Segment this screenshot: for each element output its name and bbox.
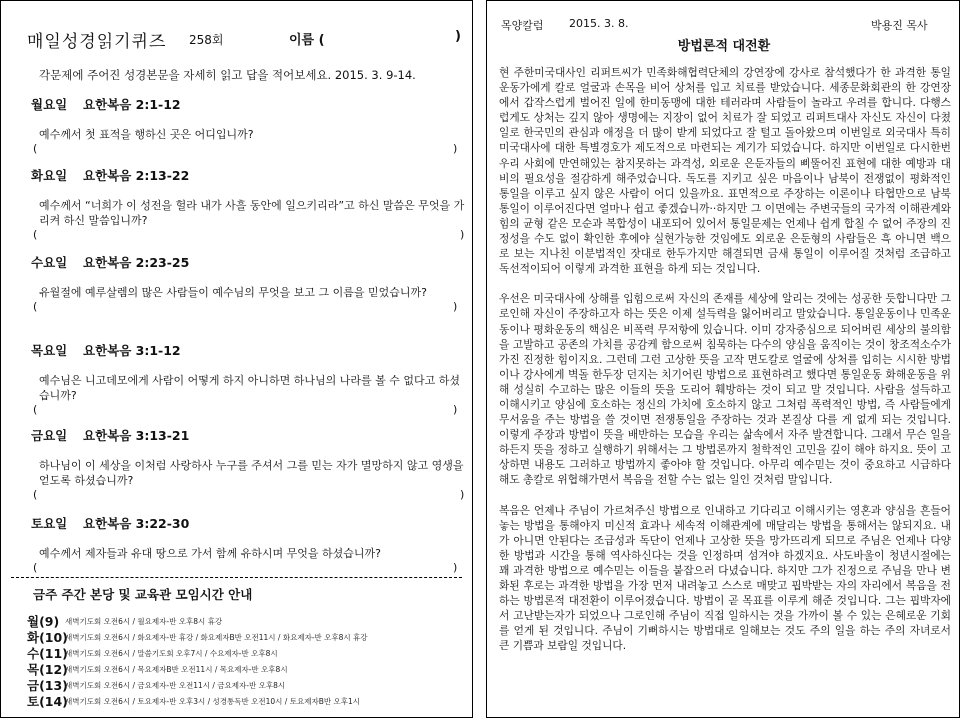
schedule-items: 새벽기도회 오전6시 / 월요제자-반 오후8시 휴강 bbox=[65, 616, 223, 626]
day-block-fri bbox=[31, 426, 471, 502]
day-passage: 요한복음 2:1-12 bbox=[83, 97, 181, 112]
day-question: 예수께서 첫 표적을 행하신 곳은 어디입니까? bbox=[39, 128, 254, 141]
name-label: 이름 ( bbox=[289, 33, 325, 48]
answer-blank[interactable] bbox=[33, 488, 463, 502]
schedule-day: 화(10) bbox=[27, 630, 68, 645]
quiz-title: 매일성경읽기퀴즈 bbox=[27, 32, 167, 52]
schedule-title: 금주 주간 본당 및 교육관 모임시간 안내 bbox=[33, 587, 253, 602]
day-block-tue bbox=[31, 166, 471, 242]
schedule-row bbox=[27, 661, 467, 677]
day-block-mon bbox=[31, 95, 471, 156]
day-heading bbox=[31, 253, 471, 271]
day-heading bbox=[31, 166, 471, 184]
day-passage: 요한복음 3:13-21 bbox=[83, 428, 190, 443]
schedule-day: 목(12) bbox=[27, 662, 68, 677]
answer-close-paren: ) bbox=[453, 300, 458, 313]
schedule-day: 월(9) bbox=[27, 614, 60, 629]
day-name: 금요일 bbox=[31, 428, 68, 443]
answer-open-paren: ( bbox=[33, 300, 38, 313]
day-passage: 요한복음 2:23-25 bbox=[83, 255, 190, 270]
day-question: 유월절에 예루살렘의 많은 사람들이 예수님의 무엇을 보고 그 이름을 믿었습니까? bbox=[39, 286, 427, 299]
column-author: 박용진 목사 bbox=[871, 19, 928, 32]
answer-close-paren: ) bbox=[453, 561, 458, 574]
answer-open-paren: ( bbox=[33, 488, 38, 501]
schedule-row bbox=[27, 677, 467, 693]
section-divider bbox=[11, 577, 462, 578]
schedule-day: 토(14) bbox=[27, 694, 68, 709]
quiz-page bbox=[0, 0, 473, 718]
column-paragraph: 우선은 미국대사에 상해를 입힘으로써 자신의 존재를 세상에 알리는 것에는 성공한 듯합니다만 그로인해 자신이 주장하고자 하는 뜻은 이제 설득력을 잃어버리고 말았습니다. 통일운동이나 민족운동이나 평화운동의 핵심은 비폭력 무저항에 있습니다. 이미 강자중심으로 되어버린 세상의 불의함을 고발하고 공존의 가치를 공감케 함으로써 침묵하는 다수의 양심을 움직이는 것이 창조적소수가 가진 진정한 힘이지요. 그런데 그런 고상한 뜻을 고작 면도칼로 얼굴에 상처를 입히는 시시한 방법이나 강사에게 벽돌 한두장 던지는 치기어린 방법으로 표현하려고 했다면 통일운동 화해운동을 위해 성실히 수고하는 많은 이들의 뜻을 도리어 훼방하는 것이 되고 말 것입니다. 사람을 설득하고 이해시키고 양심에 호소하는 정신의 가치에 호소하지 않고 그처럼 폭력적인 방법, 즉 사람들에게 무서움을 주는 방법을 쓸 것이면 전쟁통일을 주장하는 것과 본질상 다를 게 없게 되는 것입니다. 이렇게 주장과 방법이 뜻을 배반하는 모습을 우리는 삶속에서 자주 발견합니다. 그래서 무슨 일을 하든지 뜻을 정하고 실행하기 위해서는 그 방법론까지 철학적인 고민을 깊이 해야 하지요. 뜻이 고상하면 내용도 그러하고 방법까지 좋아야 할 것입니다. 아무리 예수믿는 것이 중요하고 시급하다해도 총칼로 위협해가면서 복음을 전할 수는 없는 일인 것처럼 말입니다. bbox=[499, 292, 951, 487]
day-name: 토요일 bbox=[31, 516, 68, 531]
day-heading bbox=[31, 95, 471, 113]
day-block-sat bbox=[31, 514, 471, 575]
answer-open-paren: ( bbox=[33, 142, 38, 155]
column-meta bbox=[501, 17, 949, 33]
schedule-items: 새벽기도회 오전6시 / 토요제자-반 오후3시 / 성경통독반 오전10시 / 토요제자B반 오후1시 bbox=[65, 696, 360, 706]
answer-blank[interactable] bbox=[33, 228, 463, 242]
day-block-thu bbox=[31, 341, 471, 417]
quiz-header bbox=[27, 27, 462, 51]
answer-blank[interactable] bbox=[33, 300, 463, 314]
column-label: 목양칼럼 bbox=[501, 19, 544, 32]
day-block-wed bbox=[31, 253, 471, 314]
column-page bbox=[486, 0, 960, 718]
day-question: 예수께서 “너희가 이 성전을 헐라 내가 사흘 동안에 일으키리라”고 하신 말씀은 무엇을 가리켜 하신 말씀입니까? bbox=[39, 199, 465, 227]
quiz-round: 258회 bbox=[189, 33, 224, 47]
day-question: 예수께서 제자들과 유대 땅으로 가서 함께 유하시며 무엇을 하셨습니까? bbox=[39, 547, 381, 560]
answer-open-paren: ( bbox=[33, 561, 38, 574]
schedule-items: 새벽기도회 오전6시 / 말씀기도회 오후7시 / 수요제자-반 오후8시 bbox=[65, 648, 278, 658]
schedule-items: 새벽기도회 오전6시 / 금요제자-반 오전11시 / 금요제자-반 오후8시 bbox=[65, 680, 286, 690]
day-passage: 요한복음 3:22-30 bbox=[83, 516, 190, 531]
answer-blank[interactable] bbox=[33, 561, 463, 575]
day-question: 예수님은 니고데모에게 사람이 어떻게 하지 아니하면 하나님의 나라를 볼 수 없다고 하셨습니까? bbox=[39, 374, 460, 402]
day-heading bbox=[31, 341, 471, 359]
schedule-items: 새벽기도회 오전6시 / 목요제자B반 오전11시 / 목요제자-반 오후8시 bbox=[65, 664, 288, 674]
day-name: 목요일 bbox=[31, 343, 68, 358]
column-paragraph: 현 주한미국대사인 리퍼트씨가 민족화해협력단체의 강연장에 강사로 참석했다가 한 과격한 통일운동가에게 칼로 얼굴과 손목을 비어 상처를 입고 치료를 받았습니다. 세종문화회관의 한 강연장에서 갑작스럽게 벌어진 일에 한미동맹에 대한 테러라며 사람들이 놀라고 우려를 합니다. 다행스럽게도 상처는 깊지 않아 생명에는 지장이 없어 치료가 잘 되었고 리퍼트대사 자신도 자신이 다쳤일로 한국민의 관심과 애정을 더 많이 받게 되었다고 잘 털고 돌아왔으며 이번일로 외국대사 특히 미국대사에 대한 특별경호가 제도적으로 마련되는 계기가 되었습니다. 하지만 이번일로 다시한번 우리 사회에 만연해있는 참지못하는 과격성, 외로운 은둔자들의 삐뚤어진 표현에 대한 예방과 대비의 필요성을 절감하게 해주었습니다. 독도를 지키고 싶은 마음이나 남북이 전쟁없이 평화적인 통일을 이루고 싶지 않은 사람이 어디 있을까요. 표면적으로 주장하는 이론이나 타협만으로 남북통일이 이루어진다면 얼마나 쉽고 좋겠습니까··하지만 그 이면에는 주변국들의 국가적 이해관계와 힘의 균형 같은 모순과 복합성이 내포되어 있어서 통일문제는 언제나 쉽게 합칠 수 없어 주장의 진정성을 수도 없이 확인한 후에야 실현가능한 것임에도 외로운 은둔형의 사람들은 흑 아니면 백으로 보는 지나친 이분법적인 잣대로 한두가지만 해결되면 금새 통일이 이루어질 것처럼 조급하고 독선적이되어 이렇게 과격한 표현을 하게 되는 것입니다. bbox=[499, 66, 951, 276]
schedule-row bbox=[27, 645, 467, 661]
day-question: 하나님이 이 세상을 이처럼 사랑하사 누구를 주셔서 그를 믿는 자가 멸망하지 않고 영생을 얻도록 하셨습니까? bbox=[39, 459, 464, 487]
day-name: 수요일 bbox=[31, 255, 68, 270]
schedule-day: 수(11) bbox=[27, 646, 68, 661]
day-heading bbox=[31, 426, 471, 444]
day-name: 화요일 bbox=[31, 168, 68, 183]
answer-open-paren: ( bbox=[33, 403, 38, 416]
day-heading bbox=[31, 514, 471, 532]
schedule-row bbox=[27, 693, 467, 709]
name-close-paren: ) bbox=[455, 29, 461, 44]
schedule-day: 금(13) bbox=[27, 678, 68, 693]
answer-close-paren: ) bbox=[453, 142, 458, 155]
column-title: 방법론적 대전환 bbox=[677, 39, 771, 54]
answer-close-paren: ) bbox=[453, 403, 458, 416]
answer-close-paren: ) bbox=[460, 228, 465, 241]
answer-blank[interactable] bbox=[33, 142, 463, 156]
column-date: 2015. 3. 8. bbox=[569, 17, 629, 30]
schedule-row bbox=[27, 629, 467, 645]
day-name: 월요일 bbox=[31, 97, 68, 112]
day-passage: 요한복음 3:1-12 bbox=[83, 343, 181, 358]
schedule-row bbox=[27, 613, 467, 629]
schedule-items: 새벽기도회 오전6시 / 화요제자-반 휴강 / 화요제자B반 오전11시 / 화요제자-반 오후8시 휴강 bbox=[65, 632, 368, 642]
column-paragraph: 복음은 언제나 주님이 가르쳐주신 방법으로 인내하고 기다리고 이해시키는 영혼과 양심을 흔들어 놓는 방법을 통해야지 미신적 효과나 세속적 이해관계에 매달리는 방법을 통해서는 않되지요. 내가 아니면 안된다는 조급성과 독단이 언제나 고상한 뜻을 망가뜨리게 되므로 주님은 언제나 다양한 방법과 시간을 통해 역사하신다는 것을 인정하며 섬겨야 하겠지요. 사도바울이 청년시절에는 꽤 과격한 방법으로 예수믿는 이들을 붙잡으러 다녔습니다. 하지만 그가 진정으로 주님을 만나 변화된 후로는 과격한 방법을 가장 먼저 내려놓고 스스로 매맞고 핍박받는 자의 자리에서 복음을 전하는 방법론적 대전환이 이루어졌습니다. 방법이 곧 목표를 이루게 해준 것입니다. 그는 핍박자에서 고난받는자가 되었으나 그로인해 주님이 직접 일하시는 것을 가까이 볼 수 있는 은혜로운 기회를 얻게 된 것입니다. 주님이 기뻐하시는 방법대로 일해보는 것도 주의 일을 하는 주의 자녀로서 큰 기쁨과 보람일 것입니다. bbox=[499, 503, 951, 653]
answer-open-paren: ( bbox=[33, 228, 38, 241]
schedule-list bbox=[27, 613, 467, 709]
answer-blank[interactable] bbox=[33, 403, 463, 417]
day-passage: 요한복음 2:13-22 bbox=[83, 168, 190, 183]
quiz-instruction: 각문제에 주어진 성경본문을 자세히 읽고 답을 적어보세요. 2015. 3. 9-14. bbox=[39, 68, 416, 82]
column-body bbox=[499, 65, 951, 668]
answer-close-paren: ) bbox=[460, 488, 465, 501]
